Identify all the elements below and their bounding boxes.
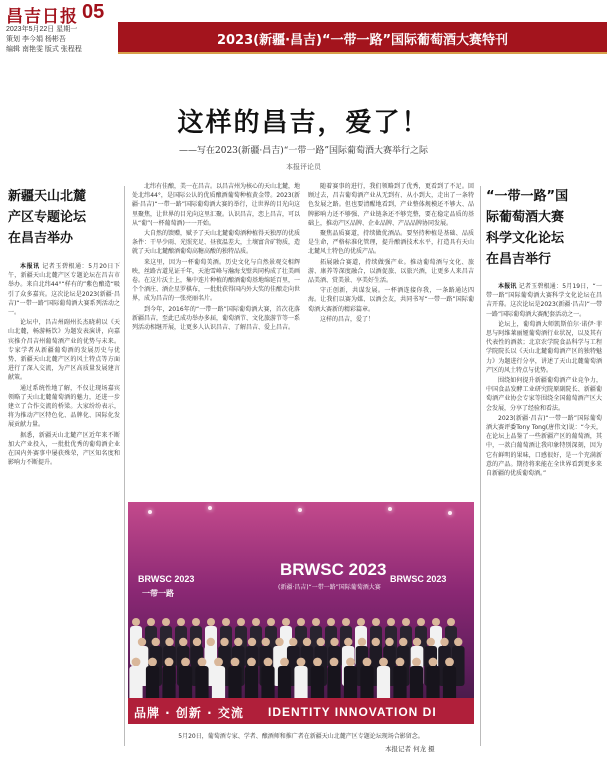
person-head: [447, 618, 455, 626]
person-head: [247, 658, 256, 667]
person-head: [152, 638, 160, 646]
slogan-en: IDENTITY INNOVATION DI: [268, 705, 437, 719]
person-head: [220, 638, 228, 646]
column-divider: [480, 186, 481, 746]
title-line: 在昌吉举办: [8, 231, 74, 246]
person-head: [317, 638, 325, 646]
page-header: [0, 0, 607, 27]
person-head: [330, 658, 339, 667]
paragraph: 2023(新疆·昌吉)“一带一路”国际葡萄酒大赛评委Tony Tong(唐伟文)说：“今天，在论坛上品鉴了一些新疆产区的葡萄酒，其中，一款白葡萄酒让我印象特别深刻，因为它有鲜明的果味，口感很好，是一个充满新意的产品。期待将来能在全世界看到更多来自新疆的优质葡萄酒。”: [486, 414, 602, 478]
paragraph: 北纬有佳酿，美一在昌吉。以昌吉州为核心的天山北麓，地处北纬44°，是国际公认的优质酿酒葡萄种植黄金带。2023(新疆·昌吉)“一带一路”国际葡萄酒大赛的举行，让世界的目光向这里聚焦，让世界的目光向这里汇聚。认识昌吉，恋上昌吉，可以从“葡”(一杯葡萄酒)一一开始。: [132, 183, 300, 227]
person-head: [177, 618, 185, 626]
left-article-title: [8, 186, 120, 249]
person-head: [252, 618, 260, 626]
person-head: [372, 638, 380, 646]
event-logo: BRWSC 2023: [280, 560, 387, 579]
person-head: [413, 638, 421, 646]
person-head: [148, 658, 157, 667]
title-line: “一带一路”国: [486, 189, 569, 204]
person-head: [297, 618, 305, 626]
right-article-body: [486, 282, 602, 746]
person-head: [445, 658, 454, 667]
side-logo-right: BRWSC 2023: [390, 574, 447, 584]
title-line: 际葡萄酒大赛: [486, 210, 565, 225]
main-article-col1: [132, 182, 300, 494]
person-head: [275, 638, 283, 646]
person-head: [179, 638, 187, 646]
person-head: [231, 658, 240, 667]
person-head: [357, 618, 365, 626]
person-head: [412, 658, 421, 667]
person-head: [132, 658, 141, 667]
person-head: [132, 618, 140, 626]
person-head: [280, 658, 289, 667]
person-head: [346, 658, 355, 667]
paragraph: 聚焦品质赛道，持续做优酒品。要坚持种植是基础、品质是生命，严格标准化管理，提升酿酒技术水平，打造具有天山北麓风土特色的优质产品。: [308, 230, 474, 256]
editors-line: 编辑 南艳雯 版式 张程程: [6, 46, 82, 53]
person-head: [432, 618, 440, 626]
person-head: [402, 618, 410, 626]
person-head: [454, 638, 462, 646]
person-head: [396, 658, 405, 667]
paragraph: 围绕如何提升新疆葡萄酒产业竞争力，中国食品发酵工业研究院原副院长、新疆葡萄酒产业协会专家等围绕全国葡萄酒产区大会发展，分享了经验和看法。: [486, 377, 602, 412]
main-headline: 这样的昌吉，爱了！: [177, 108, 430, 138]
paragraph: 通过系统性地了解，不仅让现场嘉宾领略了天山北麓葡萄酒的魅力，还进一步建立了合作交流的桥梁。大家纷纷表示，将为推动产区特色化、品牌化、国际化发展贡献力量。: [8, 384, 120, 429]
person-head: [181, 658, 190, 667]
person-head: [234, 638, 242, 646]
person-head: [282, 618, 290, 626]
paragraph: 据悉，新疆天山北麓产区近年来不断加大产业投入，一批批优秀的葡萄酒企业在国内外赛事中屡获殊荣，产区知名度和影响力不断提升。: [8, 431, 120, 467]
paragraph: 论坛中，昌吉州副州长杰晓莉以《天山北麓，畅游畅饮》为题发表演讲，向嘉宾推介昌吉州葡萄酒产业的优势与未来。专家学者从新疆葡萄酒的发展历史与优势、新疆天山北麓产区的风土特点等方面进行了深入交流，为产区高质量发展建言献策。: [8, 319, 120, 382]
author-line: [8, 262, 120, 317]
person-head: [344, 638, 352, 646]
person-head: [207, 618, 215, 626]
person-head: [147, 618, 155, 626]
main-article-col2: [308, 182, 474, 494]
person-head: [313, 658, 322, 667]
author-line: [486, 282, 602, 319]
paragraph: 论坛上，葡萄酒大师凯斯伯尔·诺伊·菲思与阿维莱丽娅葡萄酒行业状况，以及其有代表性的酒款；北京农学院食品科学与工程学院院长以《天山北麓葡萄酒产区的独特魅力》为题进行分享，讲述了天山北麓葡萄酒产区的风土特点与优势。: [486, 320, 602, 374]
crowd-figures: [129, 618, 464, 706]
lead-text: 记者玉碧根通：5月19日，“一带一路”国际葡萄酒大赛科学文化论坛在昌吉开幕。这次论坛是2023(新疆·昌吉)“一带一路”国际葡萄酒大赛配套活动之一。: [486, 283, 602, 318]
person-head: [379, 658, 388, 667]
person-head: [192, 618, 200, 626]
person-head: [387, 618, 395, 626]
title-line: 产区专题论坛: [8, 210, 87, 225]
banner-title: 2023(新疆·昌吉)“一带一路”国际葡萄酒大赛特刊: [216, 33, 509, 48]
person-head: [289, 638, 297, 646]
person-head: [248, 638, 256, 646]
photo-credit: 本报记者 何龙 摄: [385, 745, 435, 753]
person-head: [138, 638, 146, 646]
person-head: [363, 658, 372, 667]
person-head: [417, 618, 425, 626]
person-head: [162, 618, 170, 626]
main-byline: 本报评论员: [286, 163, 321, 171]
person-head: [237, 618, 245, 626]
person-head: [262, 638, 270, 646]
masthead: 昌吉日报: [6, 7, 78, 27]
person-head: [330, 638, 338, 646]
paragraph: 这样的昌吉，爱了！: [320, 315, 375, 323]
column-divider: [124, 186, 125, 746]
title-line: 科学文化论坛: [486, 231, 565, 246]
person-head: [303, 638, 311, 646]
issue-meta: [6, 25, 82, 55]
paragraph: 随着赛事的进行，我们领略到了优秀，更看到了不足。回顾过去，昌吉葡萄酒产业从无到有、从小到大，走出了一条特色发展之路。但也要清醒地看到，产业整体规模还不够大、品牌影响力还不够强、产业链条还不够完整，要在稳定品质的基础上，推动产区品牌、企业品牌、产品品牌协同发展。: [308, 183, 474, 227]
person-head: [358, 638, 366, 646]
group-photo: [128, 502, 474, 724]
side-logo-left: BRWSC 2023: [138, 574, 195, 584]
person-head: [385, 638, 393, 646]
person-head: [222, 618, 230, 626]
page-number: 05: [82, 1, 105, 23]
left-article-body: [8, 262, 120, 746]
person-head: [214, 658, 223, 667]
date-line: 2023年5月22日 星期一: [6, 26, 78, 33]
lead-text: 记者玉碧根通：5月20日下午，新疆天山北麓产区专题论坛在昌吉市举办。来自北纬44°“样有的”紫色酿造“吸引了众多嘉宾。这次论坛是2023(新疆·昌吉)“一带一路”国际葡萄酒大赛系列活动之一。: [8, 263, 120, 317]
author-label: 本报讯: [498, 283, 517, 290]
person-head: [342, 618, 350, 626]
person-head: [399, 638, 407, 646]
event-logo-subtitle: (新疆·昌吉)“一带一路”国际葡萄酒大赛: [278, 584, 381, 591]
person-head: [267, 618, 275, 626]
photo-caption: 5月20日，葡萄酒专家、学者、酿酒师和推广者在新疆天山北麓产区专题论坛现场合影留念。: [178, 733, 424, 740]
paragraph: 到今年，2016年的“一带一路”国际葡萄酒大赛，首次花落新疆昌吉，至此已成功举办多届，葡萄酒节、文化旅游节等一系列活动相继开展，让更多人认识昌吉、了解昌吉、爱上昌吉。: [132, 305, 300, 332]
person-head: [297, 658, 306, 667]
paragraph: 来这里，因为一杯葡萄美酒。历史文化与自然景观交相辉映，丝路古道见证千年，天池雪峰与瀚海戈壁共同构成了壮美画卷。在这片沃土上，集中连片种植的酿酒葡萄基地绵延百里，一个个酒庄、酒企星罗棋布，一批批获得国内外大奖的佳酿走向世界，成为昌吉的一张亮丽名片。: [132, 258, 300, 303]
person-head: [207, 638, 215, 646]
person-head: [165, 658, 174, 667]
person-head: [264, 658, 273, 667]
person-head: [198, 658, 207, 667]
section-banner: [118, 22, 607, 52]
person-head: [440, 638, 448, 646]
title-line: 在昌吉举行: [486, 252, 552, 267]
crowd-silhouette: [128, 502, 474, 724]
paragraph: 守正创新，共谋发展。一杯酒连接你我，一条路通达四海。让我们以赛为媒、以酒会友，共同书写“一带一路”国际葡萄酒大赛新的精彩篇章。: [308, 287, 474, 313]
main-subhead: ——写在2023(新疆·昌吉)“一带一路”国际葡萄酒大赛举行之际: [179, 146, 428, 156]
banner-divider: [118, 52, 607, 54]
paragraph: 拓展融合赛道，持续做强产业。推动葡萄酒与文化、旅游、康养等深度融合，以酒促旅、以旅兴酒，让更多人来昌吉品美酒、赏美景、享美好生活。: [308, 258, 474, 285]
paragraph: 大自然的馈赠，赋予了天山北麓葡萄酒种植得天独厚的优质条件：干旱少雨、光照充足、昼夜温差大，土壤富含矿物质，造就了天山北麓酿酒葡萄高糖高酸的独特品质。: [132, 230, 300, 256]
person-head: [327, 618, 335, 626]
editors-line: 策划 李今娟 杨彬吾: [6, 36, 66, 43]
person-head: [427, 638, 435, 646]
author-label: 本报讯: [20, 263, 40, 270]
right-article-title: [486, 186, 602, 270]
person-head: [312, 618, 320, 626]
person-head: [429, 658, 438, 667]
side-logo-cn: 一带一路: [142, 589, 174, 598]
person-head: [193, 638, 201, 646]
title-line: 新疆天山北麓: [8, 189, 87, 204]
slogan-cn: 品牌 · 创新 · 交流: [134, 706, 244, 720]
person-head: [165, 638, 173, 646]
person-head: [372, 618, 380, 626]
